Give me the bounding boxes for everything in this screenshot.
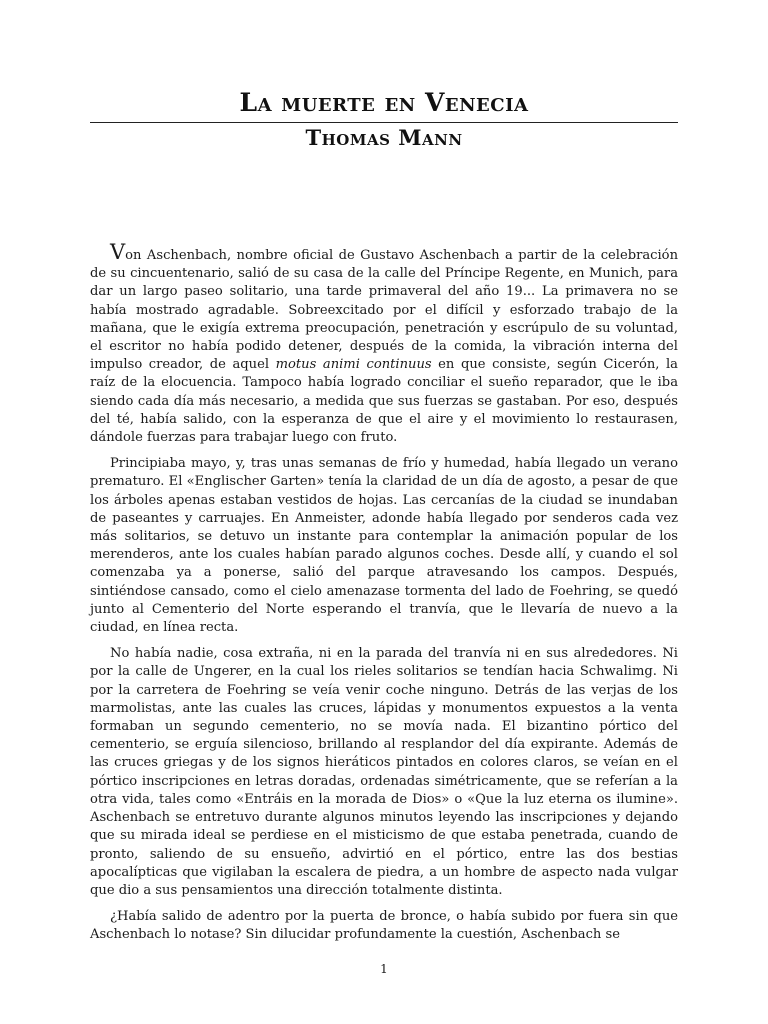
- document-author: Thomas Mann: [305, 125, 463, 150]
- paragraph-4: ¿Había salido de adentro por la puerta de bronce, o había subido por fuera sin que Aschenbach lo notase? Sin dilucidar profundamente la cuestión, Aschenbach se: [90, 909, 678, 943]
- paragraph-1-text-b: en que consiste, según Cicerón, la raíz de la elocuencia. Tampoco había logrado conciliar el sueño reparador, que le iba siendo cada día más necesario, a medida que sus fuerzas se gastaban. Por eso, después del té, había salido, con la esperanza de que el aire y el movimiento lo restaurasen, dándole fuerzas para trabajar luego con fruto.: [90, 357, 678, 446]
- paragraph-1: [90, 240, 678, 447]
- paragraph-1-text-a: on Aschenbach, nombre oficial de Gustavo Aschenbach a partir de la celebración de su cincuentenario, salió de su casa de la calle del Príncipe Regente, en Munich, para dar un largo paseo solitario, una tarde primaveral del año 19... La primavera no se había mostrado agradable. Sobreexcitado por el difícil y esforzado trabajo de la mañana, que le exigía extrema preocupación, penetración y escrúpulo de su voluntad, el escritor no había podido detener, después de la comida, la vibración interna del impulso creador, de aquel: [90, 248, 678, 373]
- paragraph-1-italic: motus animi continuus: [275, 357, 432, 373]
- paragraph-3: No había nadie, cosa extraña, ni en la parada del tranvía ni en sus alrededores. Ni por la calle de Ungerer, en la cual los rieles solitarios se tendían hacia Schwalimg. Ni por la carretera de Foehring se veía venir coche ninguno. Detrás de las verjas de los marmolistas, ante las cuales las cruces, lápidas y monumentos expuestos a la venta formaban un segundo cementerio, no se movía nada. El bizantino pórtico del cementerio, se erguía silencioso, brillando al resplandor del día expirante. Además de las cruces griegas y de los signos hieráticos pintados en colores claros, se veían en el pórtico inscripciones en letras doradas, ordenadas simétricamente, que se referían a la otra vida, tales como «Entráis en la morada de Dios» o «Que la luz eterna os ilumine». Aschenbach se entretuvo durante algunos minutos leyendo las inscripciones y dejando que su mirada ideal se perdiese en el misticismo de que estaba penetrada, cuando de pronto, saliendo de su ensueño, advirtió en el pórtico, entre las dos bestias apocalípticas que vigilaban la escalera de piedra, a un hombre de aspecto nada vulgar que dio a sus pensamientos una dirección totalmente distinta.: [90, 646, 678, 898]
- body-text: [90, 240, 678, 945]
- page: [90, 86, 678, 953]
- document-title: La muerte en Venecia: [239, 88, 529, 117]
- paragraph-2: Principiaba mayo, y, tras unas semanas de frío y humedad, había llegado un verano prematuro. El «Englischer Garten» tenía la claridad de un día de agosto, a pesar de que los árboles apenas estaban vestidos de hojas. Las cercanías de la ciudad se inundaban de paseantes y carruajes. En Anmeister, adonde había llegado por senderos cada vez más solitarios, se detuvo un instante para contemplar la animación popular de los merenderos, ante los cuales habían parado algunos coches. Desde allí, y cuando el sol comenzaba ya a ponerse, salió del parque atravesando los campos. Después, sintiéndose cansado, como el cielo amenazase tormenta del lado de Foehring, se quedó junto al Cementerio del Norte esperando el tranvía, que le llevaría de nuevo a la ciudad, en línea recta.: [90, 456, 678, 636]
- page-number: 1: [380, 962, 388, 976]
- drop-cap: V: [110, 240, 126, 264]
